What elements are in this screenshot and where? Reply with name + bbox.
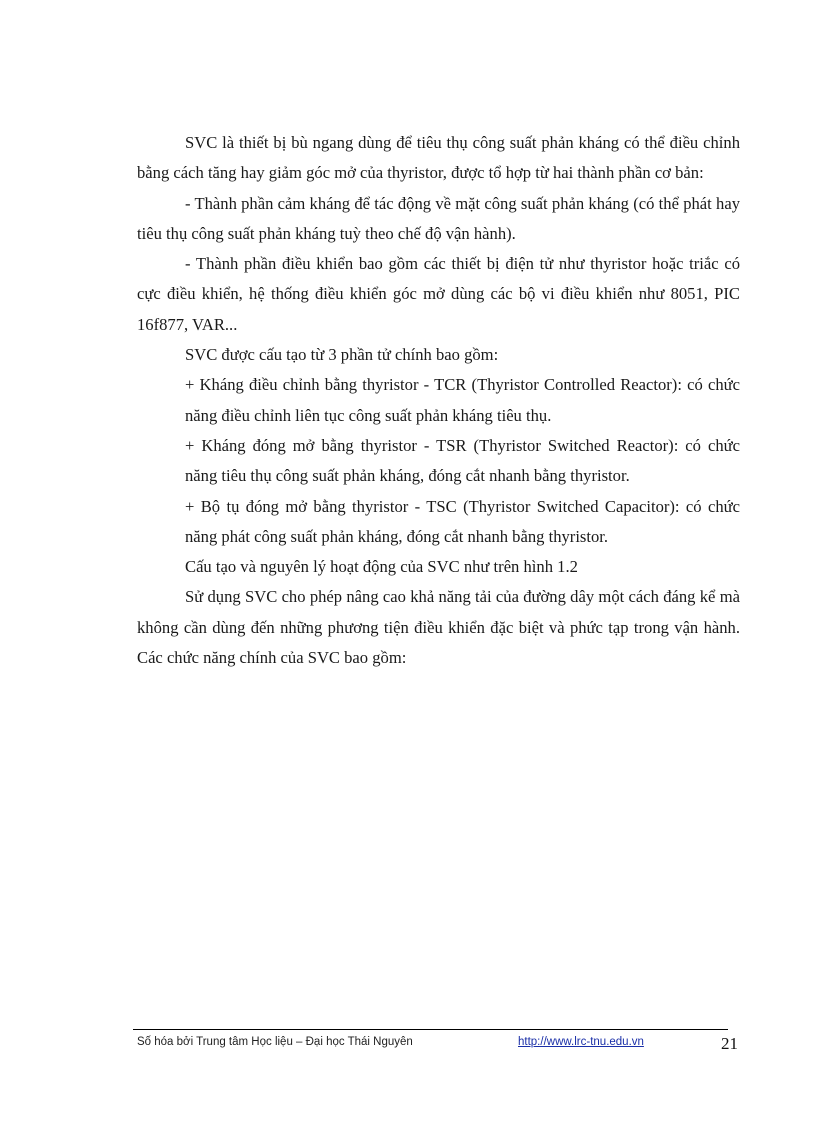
- paragraph-svc-definition: SVC là thiết bị bù ngang dùng để tiêu thụ công suất phản kháng có thể điều chỉnh bằng cách tăng hay giảm góc mở của thyristor, được tổ hợp từ hai thành phần cơ bản:: [137, 133, 740, 183]
- paragraph-svc-usage: Sử dụng SVC cho phép nâng cao khả năng tải của đường dây một cách đáng kể mà không cần dùng đến những phương tiện điều khiển đặc biệt và phức tạp trong vận hành. Các chức năng chính của SVC bao gồm:: [137, 587, 740, 668]
- footer-divider: [133, 1029, 728, 1030]
- footer-source-text: Số hóa bởi Trung tâm Học liệu – Đại học Thái Nguyên: [137, 1036, 413, 1048]
- footer-website-link[interactable]: http://www.lrc-tnu.edu.vn: [518, 1036, 644, 1048]
- paragraph-tcr: + Kháng điều chỉnh bằng thyristor - TCR (Thyristor Controlled Reactor): có chức năng điều chỉnh liên tục công suất phản kháng tiêu thụ.: [185, 375, 740, 425]
- paragraph-tsc: + Bộ tụ đóng mở bằng thyristor - TSC (Thyristor Switched Capacitor): có chức năng phát công suất phản kháng, đóng cắt nhanh bằng thyristor.: [185, 496, 740, 546]
- page-footer: [137, 1036, 742, 1058]
- paragraph-control-component: - Thành phần điều khiển bao gồm các thiết bị điện tử như thyristor hoặc triắc có cực điều khiển, hệ thống điều khiển góc mở dùng các bộ vi điều khiển như 8051, PIC 16f877, VAR...: [137, 254, 740, 334]
- paragraph-figure-reference: Cấu tạo và nguyên lý hoạt động của SVC như trên hình 1.2: [185, 557, 578, 577]
- paragraph-svc-structure: SVC được cấu tạo từ 3 phần tử chính bao gồm:: [185, 345, 499, 365]
- document-body: [137, 128, 740, 673]
- paragraph-inductive-component: - Thành phần cảm kháng để tác động về mặt công suất phản kháng (có thể phát hay tiêu thụ công suất phản kháng tuỳ theo chế độ vận hành).: [137, 193, 740, 243]
- page-number: 21: [721, 1034, 738, 1053]
- paragraph-tsr: + Kháng đóng mở bằng thyristor - TSR (Thyristor Switched Reactor): có chức năng tiêu thụ công suất phản kháng, đóng cắt nhanh bằng thyristor.: [185, 435, 740, 486]
